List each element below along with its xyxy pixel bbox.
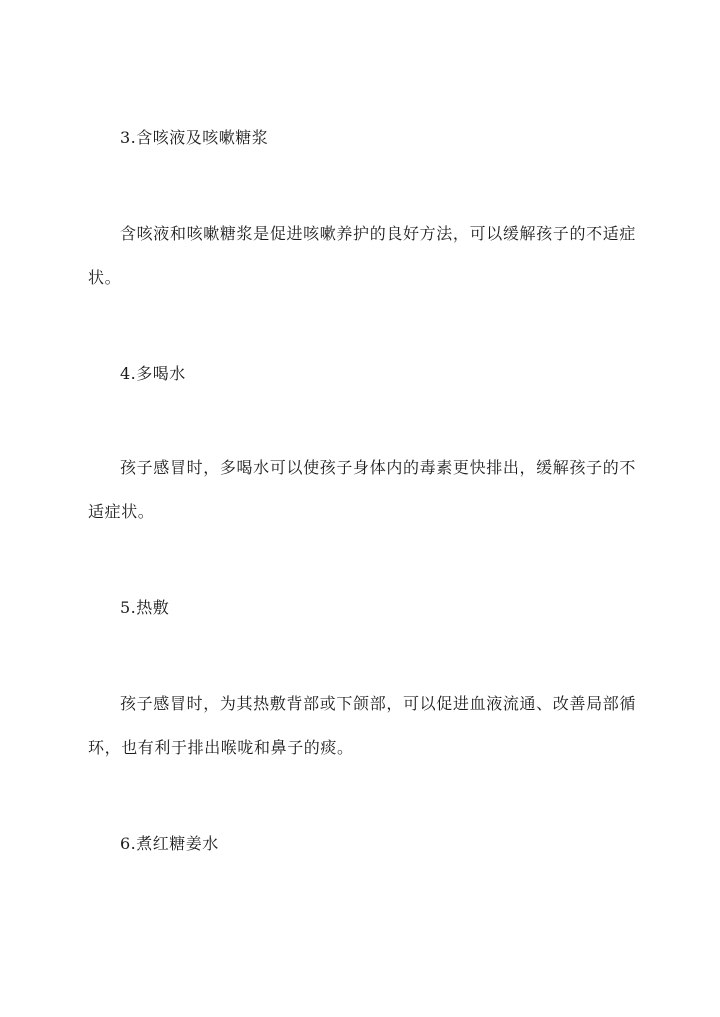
section-heading-3: 3.含咳液及咳嗽糖浆 [120, 128, 269, 147]
section-heading-6: 6.煮红糖姜水 [120, 834, 219, 853]
section-heading-5: 5.热敷 [120, 598, 170, 617]
section-paragraph-4: 孩子感冒时，多喝水可以使孩子身体内的毒素更快排出，缓解孩子的不适症状。 [88, 458, 636, 521]
section-paragraph-5: 孩子感冒时，为其热敷背部或下颌部，可以促进血液流通、改善局部循环，也有利于排出喉咙和鼻子的痰。 [88, 694, 636, 757]
section-paragraph-3: 含咳液和咳嗽糖浆是促进咳嗽养护的良好方法，可以缓解孩子的不适症状。 [88, 224, 636, 287]
section-heading-4: 4.多喝水 [120, 364, 186, 383]
